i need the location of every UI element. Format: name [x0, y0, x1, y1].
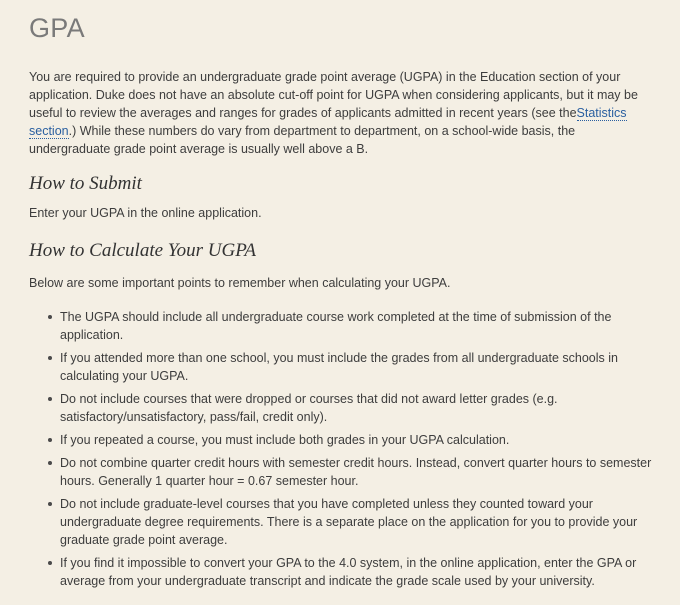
intro-text-before-link: You are required to provide an undergraduate grade point average (UGPA) in the Education section of your application. Duke does not have an absolute cut-off point for UGPA when considering applicants, but it may be useful to review the averages and ranges for grades of applicants admitted in recent years (see the [29, 70, 638, 120]
list-item [29, 454, 670, 490]
list-item-text: If you find it impossible to convert your GPA to the 4.0 system, in the online application, enter the GPA or average from your undergraduate transcript and indicate the grade scale used by your university. [60, 556, 637, 588]
how-to-submit-text: Enter your UGPA in the online application. [29, 206, 262, 220]
list-item-text: Do not include courses that were dropped or courses that did not award letter grades (e.g. satisfactory/unsatisfactory, pass/fail, credit only). [60, 392, 558, 424]
how-to-submit-heading: How to Submit [29, 173, 142, 194]
list-item-text: If you attended more than one school, you must include the grades from all undergraduate schools in calculating your UGPA. [60, 351, 618, 383]
list-item-text: Do not include graduate-level courses that you have completed unless they counted toward your undergraduate degree requirements. There is a separate place on the application for you to provide your graduate grade point average. [60, 497, 638, 547]
bullet-icon [48, 356, 52, 360]
list-item [29, 495, 670, 549]
bullet-icon [48, 397, 52, 401]
list-item [29, 431, 670, 449]
list-item [29, 349, 670, 385]
bullet-icon [48, 315, 52, 319]
page-title: GPA [29, 13, 85, 43]
how-to-calculate-heading: How to Calculate Your UGPA [29, 240, 256, 261]
list-item-text: If you repeated a course, you must include both grades in your UGPA calculation. [60, 433, 510, 447]
list-item [29, 308, 670, 344]
bullet-icon [48, 461, 52, 465]
bullet-icon [48, 438, 52, 442]
list-item-text: Do not combine quarter credit hours with semester credit hours. Instead, convert quarter hours to semester hours. Generally 1 quarter hour = 0.67 semester hour. [60, 456, 652, 488]
bullet-icon [48, 561, 52, 565]
list-item [29, 390, 670, 426]
list-item [29, 554, 670, 590]
statistics-section-link[interactable]: Statistics section [29, 106, 627, 138]
intro-text-after-link: .) While these numbers do vary from department to department, on a school-wide basis, the undergraduate grade point average is usually well above a B. [29, 124, 576, 156]
calculation-points-list [29, 308, 664, 590]
how-to-calculate-intro: Below are some important points to remember when calculating your UGPA. [29, 276, 451, 290]
intro-paragraph [29, 68, 654, 158]
list-item-text: The UGPA should include all undergraduate course work completed at the time of submission of the application. [60, 310, 612, 342]
bullet-icon [48, 502, 52, 506]
